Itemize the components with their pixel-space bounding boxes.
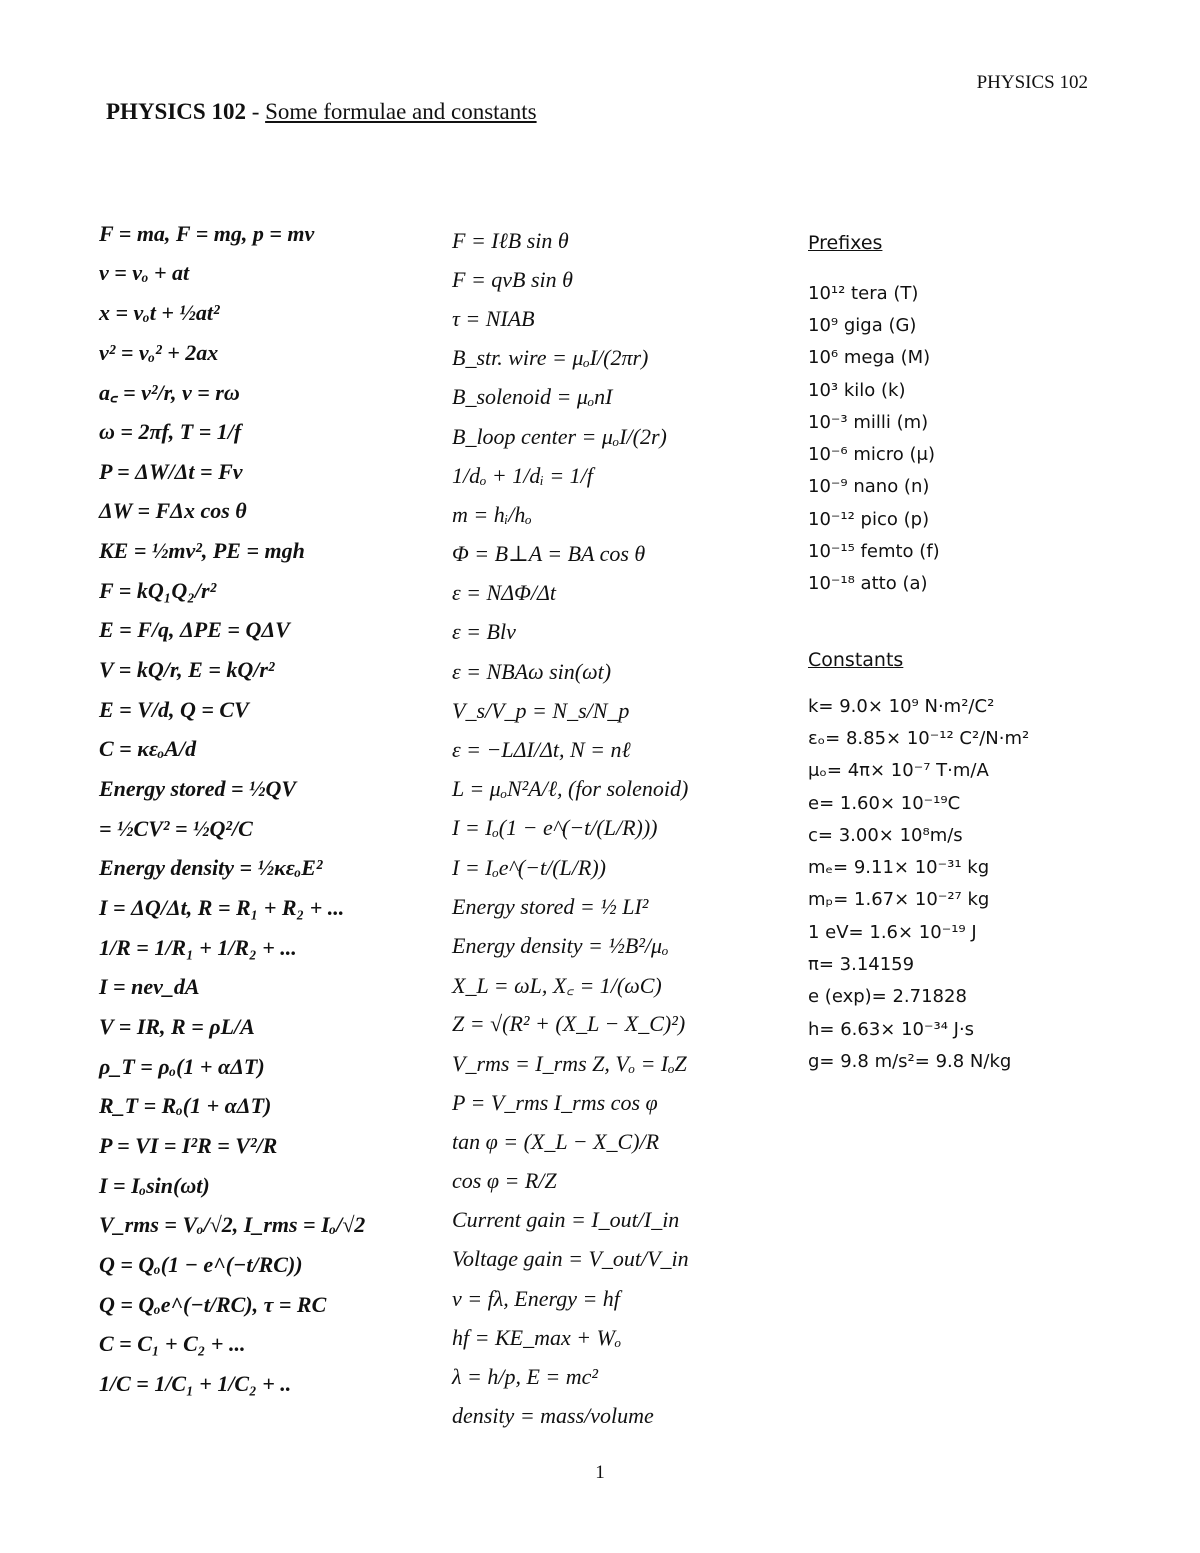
prefix-item: 10⁹ giga (G)	[808, 314, 917, 336]
page-title	[106, 99, 537, 125]
formula: F = IℓB sin θ	[452, 227, 569, 253]
title-course: PHYSICS 102	[106, 99, 246, 124]
constant-item: g= 9.8 m/s²= 9.8 N/kg	[808, 1050, 1012, 1072]
formula: I = Iₒ(1 − e^(−t/(L/R)))	[452, 815, 658, 841]
formula: v = fλ, Energy = hf	[452, 1285, 620, 1311]
formula: P = VI = I²R = V²/R	[99, 1132, 278, 1158]
prefixes-heading: Prefixes	[808, 232, 883, 254]
formula: V = kQ/r, E = kQ/r²	[99, 657, 275, 683]
formula: ε = NBAω sin(ωt)	[452, 658, 612, 684]
formula: tan φ = (X_L − X_C)/R	[452, 1128, 660, 1154]
formula: V_s/V_p = N_s/N_p	[452, 697, 630, 723]
formula: m = hᵢ/hₒ	[452, 501, 532, 527]
title-subtitle: Some formulae and constants	[265, 99, 537, 124]
formula: F = kQ₁Q₂/r²	[99, 577, 217, 603]
formula: ε = −LΔI/Δt, N = nℓ	[452, 737, 631, 763]
formula: I = Iₒsin(ωt)	[99, 1172, 210, 1198]
formula: I = Iₒe^(−t/(L/R))	[452, 854, 606, 880]
prefix-item: 10⁻⁹ nano (n)	[808, 476, 930, 498]
formula: V = IR, R = ρL/A	[99, 1013, 255, 1039]
formula: I = ΔQ/Δt, R = R₁ + R₂ + ...	[99, 894, 345, 920]
formula: ε = NΔΦ/Δt	[452, 580, 556, 606]
formula: C = C₁ + C₂ + ...	[99, 1331, 246, 1357]
formula: 1/R = 1/R₁ + 1/R₂ + ...	[99, 934, 297, 960]
prefix-item: 10³ kilo (k)	[808, 379, 906, 401]
formula: Current gain = I_out/I_in	[452, 1207, 680, 1233]
formula: a꜀ = v²/r, v = rω	[99, 380, 240, 406]
formula: F = ma, F = mg, p = mv	[99, 220, 315, 246]
formula: I = nev_dA	[99, 974, 200, 1000]
formula: 1/C = 1/C₁ + 1/C₂ + ..	[99, 1370, 292, 1396]
constant-item: 1 eV= 1.6× 10⁻¹⁹ J	[808, 921, 977, 943]
mechanics-electricity-formula-column	[99, 214, 365, 1404]
formula: Q = Qₒ(1 − e^(−t/RC))	[99, 1251, 303, 1277]
magnetism-optics-formula-column	[452, 221, 689, 1436]
constant-item: mₚ= 1.67× 10⁻²⁷ kg	[808, 889, 990, 911]
formula: = ½CV² = ½Q²/C	[99, 815, 253, 841]
prefix-item: 10¹² tera (T)	[808, 282, 919, 304]
formula: v = vₒ + at	[99, 260, 190, 286]
formula: cos φ = R/Z	[452, 1168, 557, 1194]
constant-item: π= 3.14159	[808, 953, 915, 975]
formula: v² = vₒ² + 2ax	[99, 339, 219, 365]
formula: Z = √(R² + (X_L − X_C)²)	[452, 1011, 686, 1037]
formula: B_str. wire = μₒI/(2πr)	[452, 345, 649, 371]
prefix-item: 10⁶ mega (M)	[808, 347, 931, 369]
prefix-item: 10⁻⁶ micro (μ)	[808, 444, 936, 466]
formula: Voltage gain = V_out/V_in	[452, 1246, 689, 1272]
formula: E = F/q, ΔPE = QΔV	[99, 617, 290, 643]
formula: L = μₒN²A/ℓ, (for solenoid)	[452, 776, 689, 802]
formula: P = V_rms I_rms cos φ	[452, 1089, 658, 1115]
formula: ρ_T = ρₒ(1 + αΔT)	[99, 1053, 265, 1079]
formula: Φ = B⊥A = BA cos θ	[452, 541, 646, 567]
formula: hf = KE_max + Wₒ	[452, 1324, 622, 1350]
constants-heading: Constants	[808, 648, 904, 671]
title-separator: -	[245, 99, 266, 124]
constant-item: h= 6.63× 10⁻³⁴ J·s	[808, 1018, 975, 1040]
constant-item: mₑ= 9.11× 10⁻³¹ kg	[808, 857, 990, 879]
formula: V_rms = I_rms Z, Vₒ = IₒZ	[452, 1050, 687, 1076]
formula: Energy stored = ½QV	[99, 776, 297, 802]
formula: Energy stored = ½ LI²	[452, 893, 649, 919]
prefix-item: 10⁻¹² pico (p)	[808, 508, 930, 530]
prefix-item: 10⁻¹⁵ femto (f)	[808, 541, 940, 563]
formula: P = ΔW/Δt = Fv	[99, 458, 243, 484]
constant-item: e (exp)= 2.71828	[808, 986, 967, 1008]
prefixes-constants-column	[808, 227, 1029, 1078]
running-header: PHYSICS 102	[976, 72, 1088, 93]
constant-item: c= 3.00× 10⁸m/s	[808, 824, 963, 846]
formula: F = qvB sin θ	[452, 266, 573, 292]
formula: ω = 2πf, T = 1/f	[99, 419, 242, 445]
formula: τ = NIAB	[452, 305, 535, 331]
formula: density = mass/volume	[452, 1403, 654, 1429]
formula: E = V/d, Q = CV	[99, 696, 249, 722]
formula: Energy density = ½κεₒE²	[99, 855, 323, 881]
formula: B_loop center = μₒI/(2r)	[452, 423, 667, 449]
formula: ε = Blv	[452, 619, 516, 645]
constant-item: k= 9.0× 10⁹ N·m²/C²	[808, 695, 995, 717]
formula: ΔW = FΔx cos θ	[99, 498, 247, 524]
formula: X_L = ωL, X꜀ = 1/(ωC)	[452, 973, 662, 999]
prefix-item: 10⁻³ milli (m)	[808, 411, 929, 433]
formula: C = κεₒA/d	[99, 736, 197, 762]
page-number: 1	[595, 1462, 605, 1483]
formula: B_solenoid = μₒnI	[452, 384, 613, 410]
formula: x = vₒt + ½at²	[99, 300, 220, 326]
formula: KE = ½mv², PE = mgh	[99, 538, 305, 564]
formula: V_rms = Vₒ/√2, I_rms = Iₒ/√2	[99, 1212, 366, 1238]
formula: Q = Qₒe^(−t/RC), τ = RC	[99, 1291, 327, 1317]
formula: λ = h/p, E = mc²	[452, 1364, 599, 1390]
prefix-item: 10⁻¹⁸ atto (a)	[808, 573, 928, 595]
constant-item: εₒ= 8.85× 10⁻¹² C²/N·m²	[808, 727, 1030, 749]
constant-item: e= 1.60× 10⁻¹⁹C	[808, 792, 961, 814]
formula: 1/dₒ + 1/dᵢ = 1/f	[452, 462, 593, 488]
constant-item: μₒ= 4π× 10⁻⁷ T·m/A	[808, 760, 989, 782]
formula: R_T = Rₒ(1 + αΔT)	[99, 1093, 272, 1119]
formula: Energy density = ½B²/μₒ	[452, 932, 669, 958]
